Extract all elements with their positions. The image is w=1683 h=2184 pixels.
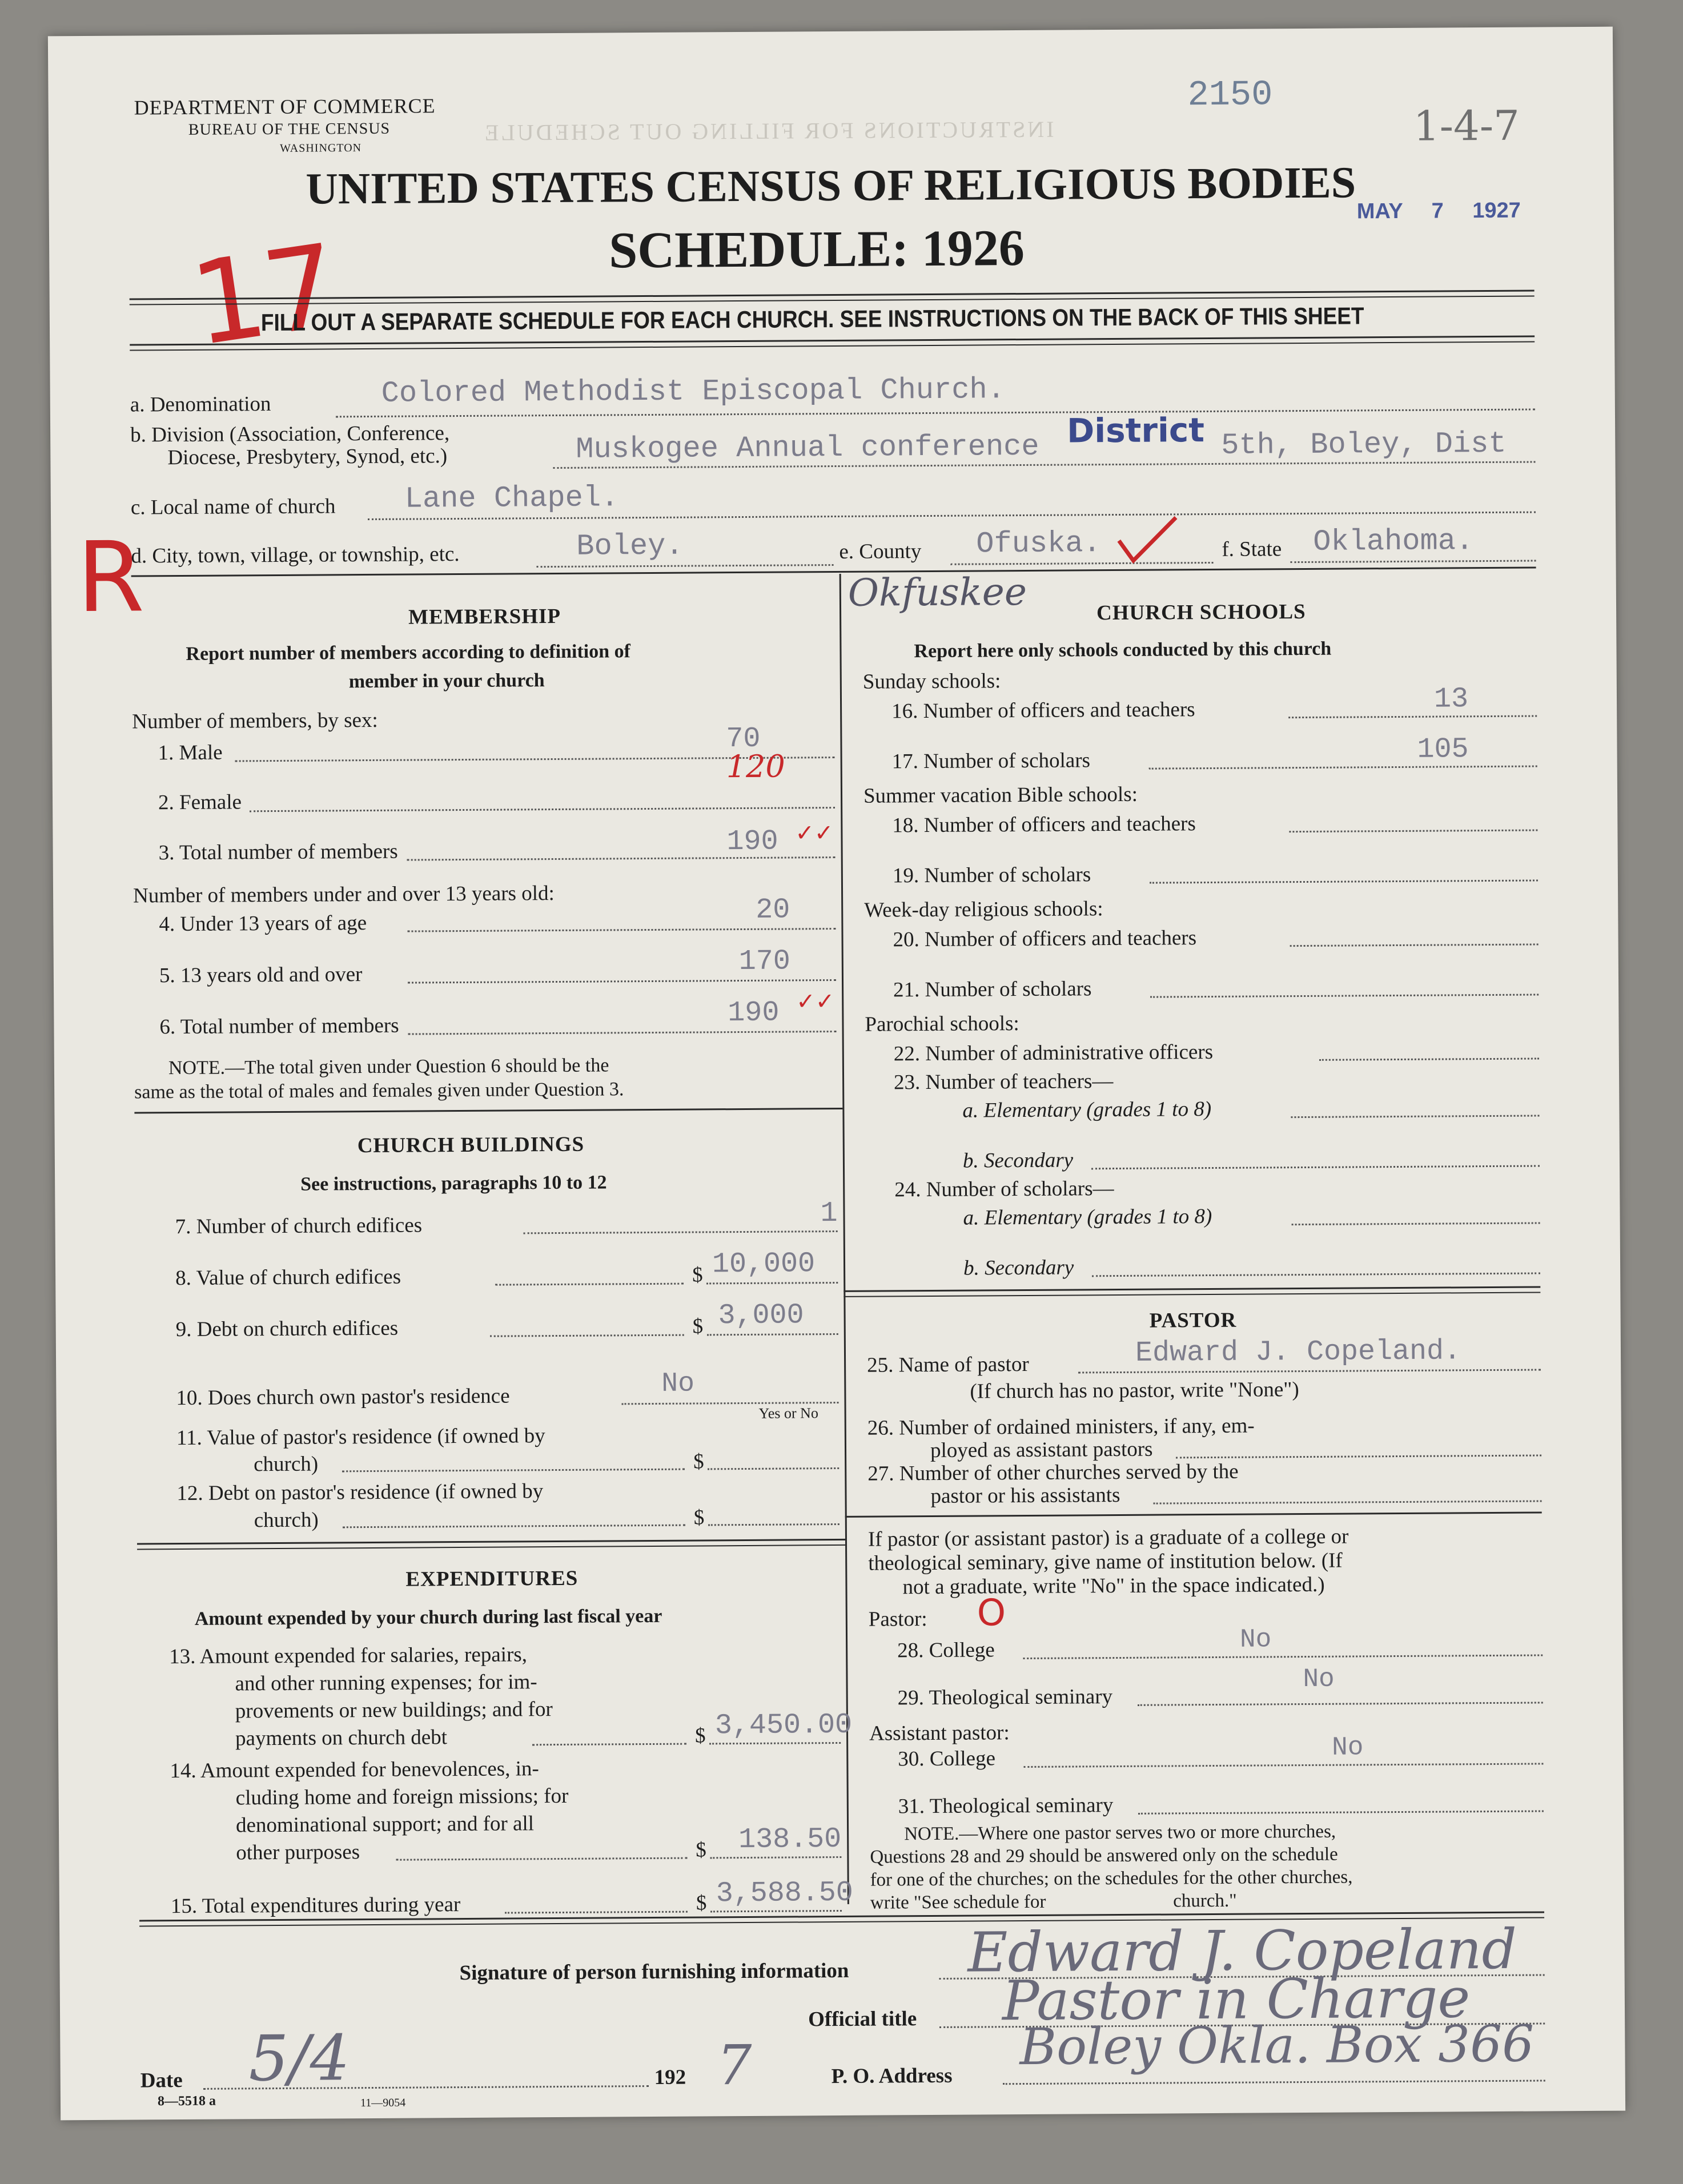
q13-value: 3,450.00 xyxy=(714,1708,853,1743)
q25-label: 25. Name of pastor xyxy=(866,1352,1029,1377)
q3-total-value: 190 xyxy=(726,825,778,859)
bleed-through-text: INSTRUCTIONS FOR FILLING OUT SCHEDULE xyxy=(482,116,1054,146)
q15-dollar: $ xyxy=(696,1891,707,1915)
graduate-line-3: not a graduate, write "No" in the space indicated.) xyxy=(902,1572,1325,1599)
q18-label: 18. Number of officers and teachers xyxy=(892,812,1196,838)
denomination-value: Colored Methodist Episcopal Church. xyxy=(381,373,1006,411)
q23a-label: a. Elementary (grades 1 to 8) xyxy=(962,1097,1212,1123)
q25-value: Edward J. Copeland. xyxy=(1135,1335,1461,1370)
expenditures-heading: EXPENDITURES xyxy=(405,1566,579,1591)
pastor-note-3: for one of the churches; on the schedules for the other churches, xyxy=(870,1867,1353,1891)
q7-edifices-value: 1 xyxy=(820,1197,838,1230)
q17-value: 105 xyxy=(1417,733,1469,766)
q28-value: No xyxy=(1239,1624,1272,1655)
po-address-label: P. O. Address xyxy=(831,2064,953,2089)
q28-label: 28. College xyxy=(897,1638,995,1663)
q20-label: 20. Number of officers and teachers xyxy=(893,926,1197,952)
column-divider xyxy=(840,574,849,1904)
q23-label: 23. Number of teachers— xyxy=(893,1069,1114,1095)
q11-dollar: $ xyxy=(693,1450,704,1474)
q5-13andover-label: 5. 13 years old and over xyxy=(159,963,363,988)
q30-value: No xyxy=(1332,1732,1364,1763)
local-name-value: Lane Chapel. xyxy=(404,481,619,516)
pastor-note-4: write "See schedule for church." xyxy=(870,1890,1237,1913)
q21-label: 21. Number of scholars xyxy=(893,977,1092,1002)
year-prefix: 192 xyxy=(654,2065,686,2089)
q8-dollar: $ xyxy=(692,1263,703,1287)
q14-line-3: denominational support; and for all xyxy=(235,1812,535,1837)
q12-label-1: 12. Debt on pastor's residence (if owned by xyxy=(176,1479,544,1506)
q19-label: 19. Number of scholars xyxy=(892,863,1091,888)
county-value: Ofuska. xyxy=(976,526,1101,561)
q6-total-label: 6. Total number of members xyxy=(159,1013,399,1039)
graduate-line-2: theological seminary, give name of institution below. (If xyxy=(868,1548,1343,1575)
q14-line-2: cluding home and foreign missions; for xyxy=(235,1784,569,1810)
membership-note-1: NOTE.—The total given under Question 6 should be the xyxy=(168,1055,609,1079)
members-by-sex-label: Number of members, by sex: xyxy=(132,708,378,734)
pastor-red-circle: O xyxy=(977,1592,1006,1635)
division-value: Muskogee Annual conference xyxy=(576,429,1039,466)
q11-label-2: church) xyxy=(254,1452,319,1477)
q1-male-value: 70 xyxy=(726,722,761,756)
q24a-label: a. Elementary (grades 1 to 8) xyxy=(963,1204,1212,1230)
q4-under13-value: 20 xyxy=(756,894,790,927)
city-label: WASHINGTON xyxy=(280,142,362,155)
q31-label: 31. Theological seminary xyxy=(898,1793,1114,1819)
q13-line-2: and other running expenses; for im- xyxy=(235,1670,537,1696)
q5-13andover-value: 170 xyxy=(738,945,790,979)
q2-female-label: 2. Female xyxy=(158,790,242,815)
q30-label: 30. College xyxy=(898,1747,996,1771)
stamp-number: 2150 xyxy=(1187,74,1273,116)
q9-value: 3,000 xyxy=(718,1299,804,1333)
city-label-field: d. City, town, village, or township, etc. xyxy=(131,542,460,568)
q10-residence-label: 10. Does church own pastor's residence xyxy=(176,1384,510,1410)
q24-label: 24. Number of scholars— xyxy=(894,1177,1114,1202)
q13-dollar: $ xyxy=(694,1724,706,1748)
q14-dollar: $ xyxy=(696,1838,706,1862)
q16-label: 16. Number of officers and teachers xyxy=(891,698,1195,723)
received-date-stamp: MAY 7 1927 xyxy=(1356,198,1521,224)
form-number: 8—5518 a xyxy=(157,2093,216,2109)
q4-under13-label: 4. Under 13 years of age xyxy=(159,911,367,936)
red-mark-17: 17 xyxy=(183,219,347,372)
state-label: f. State xyxy=(1222,537,1282,561)
pastor-heading: PASTOR xyxy=(1149,1308,1237,1333)
church-schools-intro: Report here only schools conducted by this church xyxy=(914,638,1332,662)
q8-value: 10,000 xyxy=(712,1248,816,1281)
q3-check-marks: ✓✓ xyxy=(795,820,834,846)
date-value: 5/4 xyxy=(248,2021,350,2095)
q14-line-1: 14. Amount expended for benevolences, in- xyxy=(170,1757,539,1783)
membership-heading: MEMBERSHIP xyxy=(408,604,561,629)
q22-label: 22. Number of administrative officers xyxy=(893,1040,1214,1066)
q26-label-2: ployed as assistant pastors xyxy=(930,1437,1153,1463)
q6-check-marks: ✓✓ xyxy=(796,988,835,1015)
q23b-label: b. Secondary xyxy=(962,1148,1074,1173)
q8-value-label: 8. Value of church edifices xyxy=(175,1265,401,1290)
parochial-schools-label: Parochial schools: xyxy=(865,1012,1019,1036)
year-digit: 7 xyxy=(717,2033,753,2098)
weekday-schools-label: Week-day religious schools: xyxy=(864,897,1103,922)
membership-intro-1: Report number of members according to definition of xyxy=(186,641,631,665)
graduate-line-1: If pastor (or assistant pastor) is a graduate of a college or xyxy=(867,1525,1349,1551)
schedule-year: SCHEDULE: 1926 xyxy=(608,219,1025,279)
q26-label-1: 26. Number of ordained ministers, if any, em- xyxy=(867,1414,1255,1440)
official-title-label: Official title xyxy=(808,2007,917,2032)
q29-value: No xyxy=(1303,1664,1335,1695)
local-name-label: c. Local name of church xyxy=(130,494,336,520)
division-label-1: b. Division (Association, Conference, xyxy=(130,421,450,447)
q24b-label: b. Secondary xyxy=(963,1256,1074,1280)
q9-debt-label: 9. Debt on church edifices xyxy=(175,1316,399,1342)
pastor-note-2: Questions 28 and 29 should be answered only on the schedule xyxy=(870,1844,1338,1868)
church-schools-heading: CHURCH SCHOOLS xyxy=(1096,600,1306,625)
signature-label: Signature of person furnishing information xyxy=(459,1958,849,1985)
q12-label-2: church) xyxy=(254,1508,319,1533)
division-value-2: 5th, Boley, Dist xyxy=(1221,427,1507,462)
q1-male-label: 1. Male xyxy=(158,741,223,765)
q12-dollar: $ xyxy=(693,1506,705,1530)
q15-total-label: 15. Total expenditures during year xyxy=(170,1893,461,1918)
q2-female-value: 120 xyxy=(726,748,785,785)
state-value: Oklahoma. xyxy=(1313,524,1474,559)
q3-total-label: 3. Total number of members xyxy=(158,839,398,865)
county-check-mark xyxy=(1113,514,1182,566)
separate-schedule-instruction: FILL OUT A SEPARATE SCHEDULE FOR EACH CHURCH. SEE INSTRUCTIONS ON THE BACK OF THIS SHEET xyxy=(260,302,1364,336)
pastor-note-1: NOTE.—Where one pastor serves two or more churches, xyxy=(904,1821,1336,1845)
official-title-value: Pastor in Charge xyxy=(1002,1966,1471,2033)
q25-hint: (If church has no pastor, write "None") xyxy=(970,1378,1299,1403)
q6-total-value: 190 xyxy=(728,996,780,1030)
bureau-label: BUREAU OF THE CENSUS xyxy=(188,119,391,139)
county-correction-okfuskee: Okfuskee xyxy=(847,569,1027,615)
q27-label-2: pastor or his assistants xyxy=(930,1483,1120,1509)
membership-intro-2: member in your church xyxy=(348,670,545,693)
q10-residence-value: No xyxy=(661,1368,695,1399)
assistant-pastor-sublabel: Assistant pastor: xyxy=(869,1721,1010,1745)
summer-schools-label: Summer vacation Bible schools: xyxy=(863,782,1138,808)
department-label: DEPARTMENT OF COMMERCE xyxy=(134,94,436,119)
expenditures-intro: Amount expended by your church during last fiscal year xyxy=(194,1605,662,1630)
membership-note-2: same as the total of males and females given under Question 3. xyxy=(134,1079,624,1103)
pastor-sublabel: Pastor: xyxy=(868,1607,927,1631)
division-handwritten-district: District xyxy=(1066,411,1205,451)
buildings-heading: CHURCH BUILDINGS xyxy=(357,1132,585,1158)
po-address-value: Boley Okla. Box 366 xyxy=(1019,2014,1535,2077)
red-mark-r: R xyxy=(77,521,145,635)
q7-edifices-label: 7. Number of church edifices xyxy=(175,1213,423,1239)
q14-value: 138.50 xyxy=(738,1823,842,1857)
q9-dollar: $ xyxy=(692,1314,704,1338)
q13-line-4: payments on church debt xyxy=(235,1726,448,1751)
print-number: 11—9054 xyxy=(360,2096,406,2110)
q10-hint: Yes or No xyxy=(758,1405,819,1422)
division-label-2: Diocese, Presbytery, Synod, etc.) xyxy=(167,444,448,470)
file-code: 1-4-7 xyxy=(1413,101,1520,150)
buildings-intro: See instructions, paragraphs 10 to 12 xyxy=(300,1172,607,1195)
sunday-schools-label: Sunday schools: xyxy=(862,669,1001,694)
q13-line-1: 13. Amount expended for salaries, repairs, xyxy=(169,1643,528,1669)
age-intro-label: Number of members under and over 13 years old: xyxy=(132,882,555,908)
q16-value: 13 xyxy=(1433,683,1469,716)
date-label: Date xyxy=(140,2069,183,2093)
q29-label: 29. Theological seminary xyxy=(897,1685,1113,1710)
q13-line-3: provements or new buildings; and for xyxy=(235,1698,553,1723)
denomination-label: a. Denomination xyxy=(130,392,271,417)
q15-value: 3,588.50 xyxy=(716,1876,853,1911)
city-value: Boley. xyxy=(576,529,684,564)
q27-label-1: 27. Number of other churches served by the xyxy=(867,1459,1239,1486)
form-title: UNITED STATES CENSUS OF RELIGIOUS BODIES xyxy=(306,157,1356,214)
q11-label-1: 11. Value of pastor's residence (if owned by xyxy=(176,1424,545,1450)
county-label: e. County xyxy=(839,540,922,564)
signature-value: Edward J. Copeland xyxy=(967,1917,1517,1985)
q14-line-4: other purposes xyxy=(236,1840,360,1865)
census-form-sheet xyxy=(48,27,1625,2121)
q17-label: 17. Number of scholars xyxy=(891,749,1091,774)
